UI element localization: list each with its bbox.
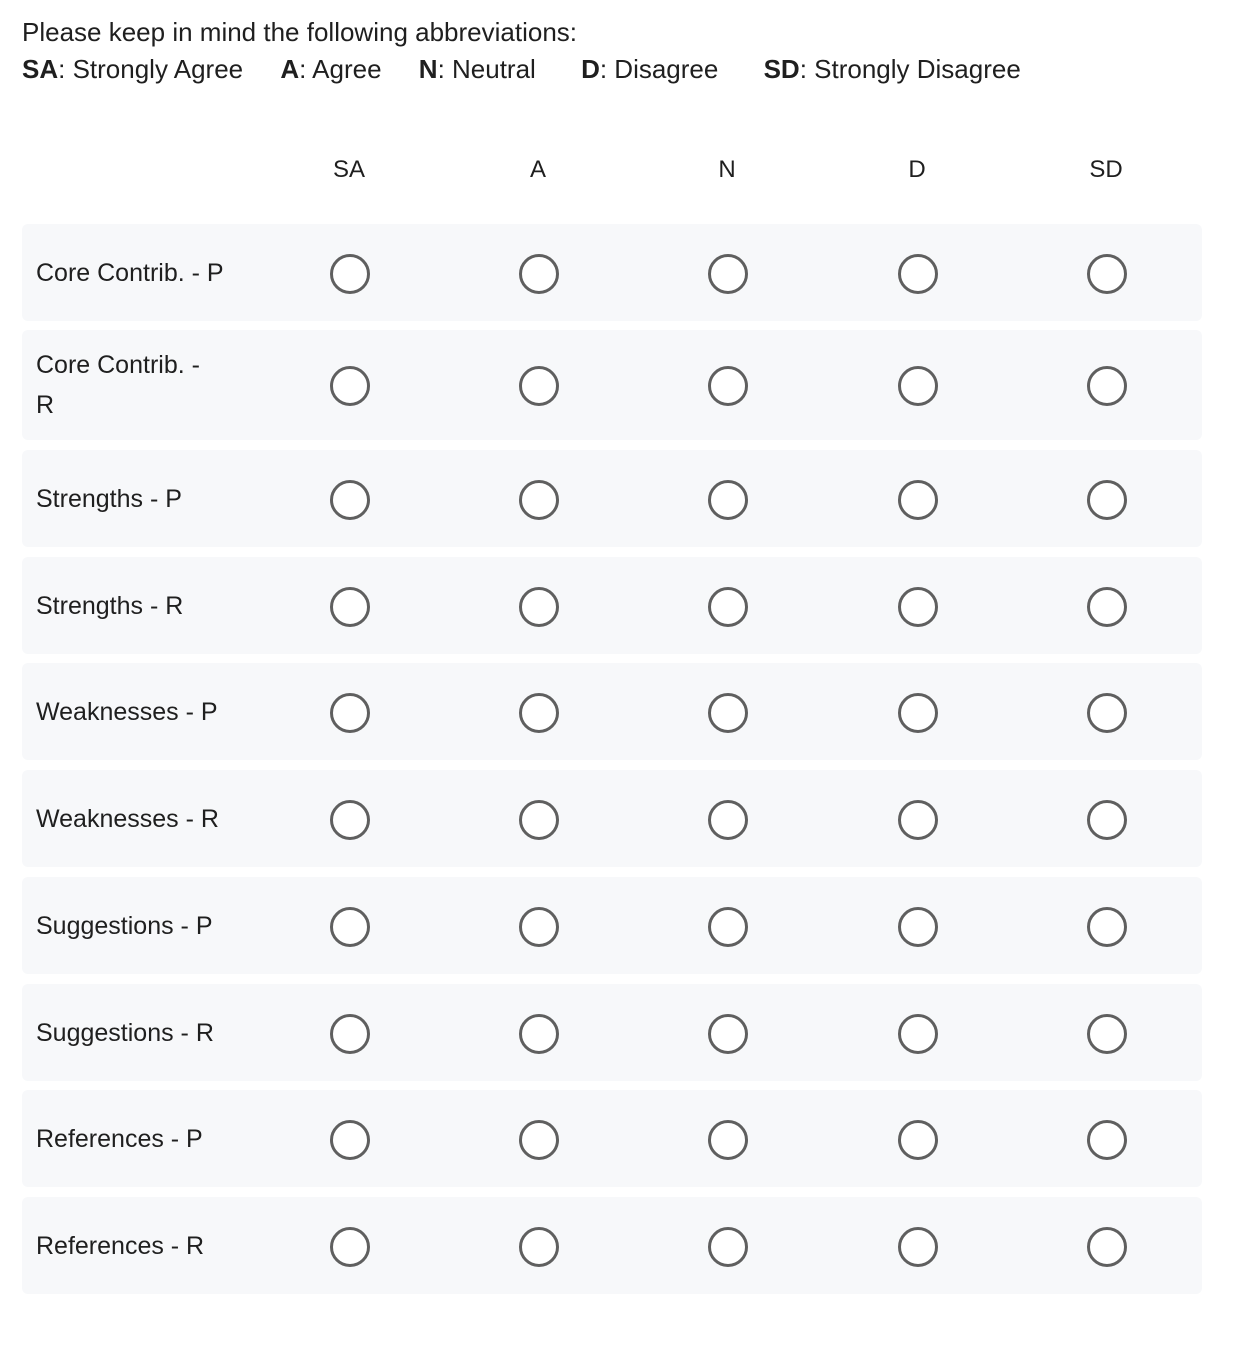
radio-a[interactable] — [519, 693, 559, 733]
legend-abbr: A — [280, 54, 300, 84]
radio-d[interactable] — [898, 254, 938, 294]
radio-sa[interactable] — [330, 693, 370, 733]
legend-item-sd — [764, 52, 1021, 86]
column-header-sa: SA — [332, 156, 365, 183]
row-label: Strengths - R — [36, 591, 184, 620]
radio-a[interactable] — [519, 480, 559, 520]
column-header-d: D — [908, 156, 926, 183]
row-label: Suggestions - R — [36, 1018, 214, 1047]
radio-a[interactable] — [519, 587, 559, 627]
radio-sd[interactable] — [1087, 1120, 1127, 1160]
row-label: References - R — [36, 1231, 205, 1260]
radio-a[interactable] — [519, 366, 559, 406]
column-header-n: N — [718, 156, 736, 183]
radio-n[interactable] — [708, 366, 748, 406]
legend-meaning: : Disagree — [599, 54, 719, 84]
legend-abbr: N — [418, 54, 438, 84]
matrix-row — [22, 663, 1202, 760]
radio-a[interactable] — [519, 1014, 559, 1054]
radio-sa[interactable] — [330, 1120, 370, 1160]
row-label: Weaknesses - R — [36, 804, 219, 833]
radio-n[interactable] — [708, 254, 748, 294]
row-label: Core Contrib. - P — [36, 258, 224, 287]
radio-n[interactable] — [708, 693, 748, 733]
radio-a[interactable] — [519, 800, 559, 840]
radio-n[interactable] — [708, 1120, 748, 1160]
row-label: References - P — [36, 1124, 203, 1153]
radio-sd[interactable] — [1087, 366, 1127, 406]
radio-d[interactable] — [898, 907, 938, 947]
radio-sd[interactable] — [1087, 907, 1127, 947]
column-header-a: A — [529, 156, 546, 183]
row-label: Suggestions - P — [36, 911, 213, 940]
legend-abbr: D — [581, 54, 600, 84]
radio-sd[interactable] — [1087, 587, 1127, 627]
legend-meaning: : Strongly Disagree — [799, 54, 1021, 84]
radio-sd[interactable] — [1087, 693, 1127, 733]
radio-n[interactable] — [708, 800, 748, 840]
legend-item-d — [581, 52, 718, 86]
radio-sa[interactable] — [330, 1227, 370, 1267]
radio-n[interactable] — [708, 907, 748, 947]
radio-d[interactable] — [898, 1120, 938, 1160]
rating-matrix — [22, 140, 1202, 1260]
legend-meaning: : Agree — [299, 54, 382, 84]
legend-abbr: SA — [22, 54, 59, 84]
radio-sd[interactable] — [1087, 480, 1127, 520]
matrix-row — [22, 1197, 1202, 1294]
radio-d[interactable] — [898, 587, 938, 627]
radio-sd[interactable] — [1087, 1227, 1127, 1267]
radio-sa[interactable] — [330, 480, 370, 520]
radio-d[interactable] — [898, 1014, 938, 1054]
radio-sa[interactable] — [330, 907, 370, 947]
matrix-row — [22, 557, 1202, 654]
matrix-row — [22, 984, 1202, 1081]
matrix-row — [22, 224, 1202, 321]
legend-item-sa — [22, 52, 243, 86]
matrix-row — [22, 770, 1202, 867]
radio-n[interactable] — [708, 480, 748, 520]
radio-sa[interactable] — [330, 366, 370, 406]
instructions-text: Please keep in mind the following abbreviations: — [22, 17, 578, 47]
row-label: Core Contrib. - R — [36, 351, 200, 419]
legend-meaning: : Neutral — [437, 54, 536, 84]
radio-a[interactable] — [519, 1120, 559, 1160]
legend-item-n — [419, 52, 536, 86]
legend-item-a — [280, 52, 381, 86]
row-label: Weaknesses - P — [36, 697, 218, 726]
radio-sa[interactable] — [330, 1014, 370, 1054]
abbreviation-legend — [22, 52, 1021, 86]
radio-sa[interactable] — [330, 587, 370, 627]
radio-n[interactable] — [708, 587, 748, 627]
radio-d[interactable] — [898, 1227, 938, 1267]
radio-n[interactable] — [708, 1227, 748, 1267]
column-header-sd: SD — [1089, 156, 1123, 183]
matrix-row — [22, 330, 1202, 440]
matrix-row — [22, 1090, 1202, 1187]
radio-d[interactable] — [898, 693, 938, 733]
radio-d[interactable] — [898, 366, 938, 406]
matrix-row — [22, 450, 1202, 547]
radio-a[interactable] — [519, 1227, 559, 1267]
radio-sd[interactable] — [1087, 800, 1127, 840]
legend-abbr: SD — [763, 54, 800, 84]
legend-meaning: : Strongly Agree — [58, 54, 244, 84]
radio-a[interactable] — [519, 254, 559, 294]
radio-sd[interactable] — [1087, 254, 1127, 294]
radio-n[interactable] — [708, 1014, 748, 1054]
radio-a[interactable] — [519, 907, 559, 947]
matrix-header-row — [22, 140, 1202, 206]
radio-sa[interactable] — [330, 800, 370, 840]
radio-d[interactable] — [898, 480, 938, 520]
radio-sd[interactable] — [1087, 1014, 1127, 1054]
radio-d[interactable] — [898, 800, 938, 840]
row-label: Strengths - P — [36, 484, 182, 513]
radio-sa[interactable] — [330, 254, 370, 294]
matrix-row — [22, 877, 1202, 974]
